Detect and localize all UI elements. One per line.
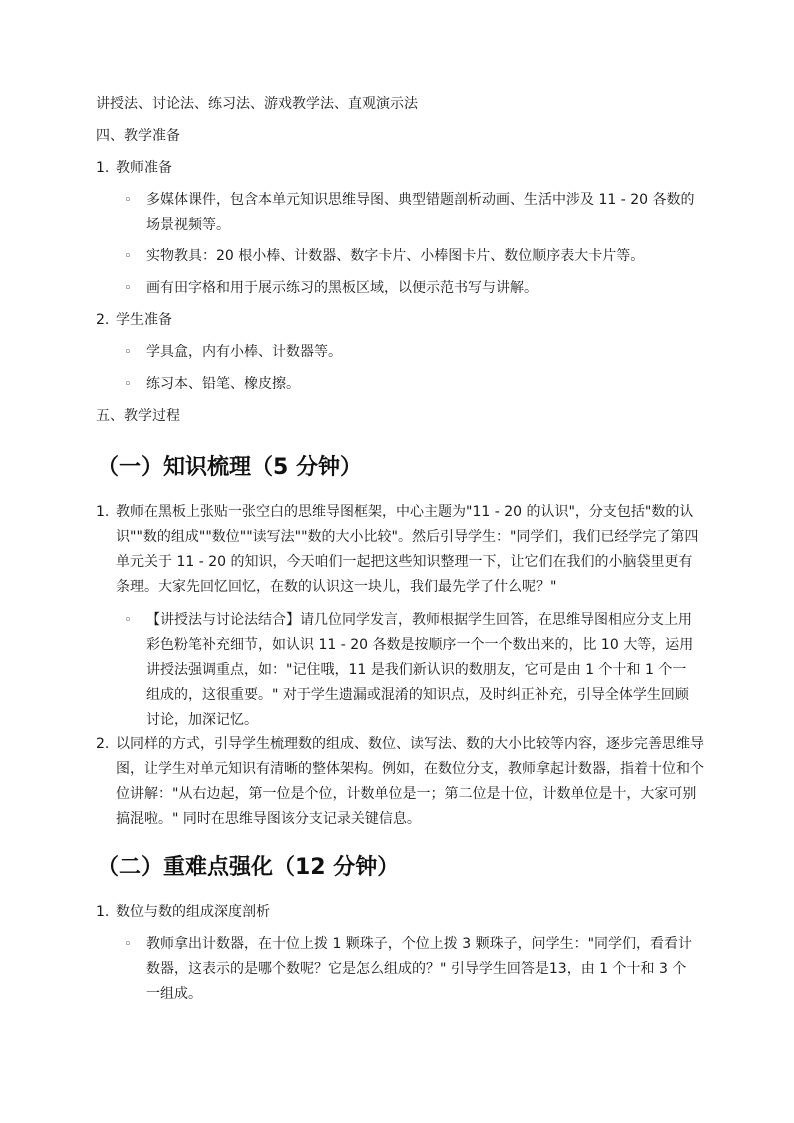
bullet-icon: ◦ (124, 613, 132, 628)
list-item: 实物教具：20 根小棒、计数器、数字卡片、小棒图卡片、数位顺序表大卡片等。 (146, 248, 645, 264)
section-title-preparation: 四、教学准备 (96, 128, 180, 144)
section-title-process: 五、教学过程 (96, 408, 180, 424)
bullet-icon: ◦ (124, 193, 132, 208)
bullet-icon: ◦ (124, 249, 132, 264)
list-item: 多媒体课件，包含本单元知识思维导图、典型错题剖析动画、生活中涉及 11 - 20 各数的场景视频等。 (146, 192, 695, 233)
list-item: 教师拿出计数器，在十位上拨 1 颗珠子，个位上拨 3 颗珠子，问学生："同学们，看看计数器，这表示的是哪个数呢？它是怎么组成的？" 引导学生回答是13，由 1 个十和 3 个一组成。 (146, 936, 693, 1002)
heading-knowledge-review: （一）知识梳理（5 分钟） (97, 455, 362, 480)
list-item: 【讲授法与讨论法结合】请几位同学发言，教师根据学生回答，在思维导图相应分支上用彩色粉笔补充细节，如认识 11 - 20 各数是按顺序一个一个数出来的，比 10 大等，运用讲授法强调重点，如："记住哦，11 是我们新认识的数朋友，它可是由 1 个十和 1 个一组成的，这很重要。" 对于学生遗漏或混淆的知识点，及时纠正补充，引导全体学生回顾讨论，加深记忆。 (146, 612, 694, 728)
list-number: 2. (96, 736, 110, 752)
bullet-icon: ◦ (124, 345, 132, 360)
student-prep-label: 学生准备 (116, 312, 172, 328)
teaching-methods-line: 讲授法、讨论法、练习法、游戏教学法、直观演示法 (96, 96, 418, 112)
teacher-prep-label: 教师准备 (116, 160, 172, 176)
list-item: 以同样的方式，引导学生梳理数的组成、数位、读写法、数的大小比较等内容，逐步完善思维导图，让学生对单元知识有清晰的整体架构。例如，在数位分支，教师拿起计数器，指着十位和个位讲解："从右边起，第一位是个位，计数单位是一；第二位是十位，计数单位是十，大家可别搞混啦。" 同时在思维导图该分支记录关键信息。 (116, 736, 704, 827)
bullet-icon: ◦ (124, 281, 132, 296)
list-item: 画有田字格和用于展示练习的黑板区域，以便示范书写与讲解。 (146, 280, 538, 296)
list-number: 1. (96, 160, 110, 176)
list-number: 1. (96, 504, 110, 520)
list-item: 教师在黑板上张贴一张空白的思维导图框架，中心主题为"11 - 20 的认识"，分支包括"数的认识""数的组成""数位""读写法""数的大小比较"。然后引导学生："同学们，我们已经学完了第四单元关于 11 - 20 的知识，今天咱们一起把这些知识整理一下，让它们在我们的小脑袋里更有条理。大家先回忆回忆，在数的认识这一块儿，我们最先学了什么呢？" (116, 504, 699, 595)
list-number: 1. (96, 904, 110, 920)
list-number: 2. (96, 312, 110, 328)
heading-key-difficulties: （二）重难点强化（12 分钟） (97, 855, 400, 880)
list-item-label: 数位与数的组成深度剖析 (116, 904, 270, 920)
list-item: 练习本、铅笔、橡皮擦。 (146, 376, 300, 392)
list-item: 学具盒，内有小棒、计数器等。 (146, 344, 342, 360)
bullet-icon: ◦ (124, 377, 132, 392)
bullet-icon: ◦ (124, 937, 132, 952)
